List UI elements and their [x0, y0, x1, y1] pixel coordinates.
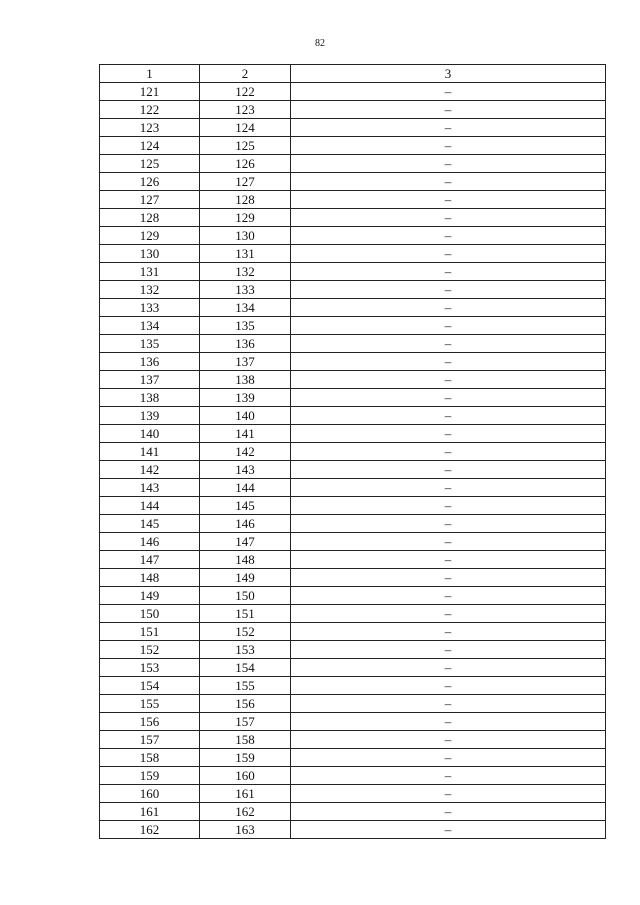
- table-cell-col-1: 156: [100, 713, 200, 731]
- table-cell-col-1: 144: [100, 497, 200, 515]
- table-row: [100, 101, 606, 119]
- table-row: [100, 749, 606, 767]
- table-row: [100, 425, 606, 443]
- table-cell-col-2: 150: [200, 587, 291, 605]
- table-cell-col-1: 154: [100, 677, 200, 695]
- column-header-2: 2: [200, 65, 291, 83]
- table-row: [100, 479, 606, 497]
- table-cell-col-1: 150: [100, 605, 200, 623]
- table-cell-col-2: 147: [200, 533, 291, 551]
- table-cell-col-2: 149: [200, 569, 291, 587]
- table-cell-col-3: –: [291, 641, 606, 659]
- table-cell-col-2: 157: [200, 713, 291, 731]
- table-cell-col-2: 122: [200, 83, 291, 101]
- table-cell-col-1: 160: [100, 785, 200, 803]
- table-cell-col-2: 142: [200, 443, 291, 461]
- table-cell-col-1: 151: [100, 623, 200, 641]
- table-row: [100, 245, 606, 263]
- table-cell-col-2: 152: [200, 623, 291, 641]
- table-cell-col-2: 132: [200, 263, 291, 281]
- table-cell-col-1: 131: [100, 263, 200, 281]
- table-cell-col-1: 128: [100, 209, 200, 227]
- table-cell-col-1: 138: [100, 389, 200, 407]
- table-cell-col-3: –: [291, 335, 606, 353]
- table-cell-col-3: –: [291, 659, 606, 677]
- table-header: [100, 65, 606, 83]
- table-row: [100, 137, 606, 155]
- table-cell-col-2: 138: [200, 371, 291, 389]
- table-row: [100, 533, 606, 551]
- table-row: [100, 317, 606, 335]
- table-cell-col-3: –: [291, 677, 606, 695]
- table-row: [100, 335, 606, 353]
- table-cell-col-3: –: [291, 623, 606, 641]
- table-row: [100, 119, 606, 137]
- table-row: [100, 695, 606, 713]
- table-cell-col-3: –: [291, 533, 606, 551]
- table-cell-col-2: 159: [200, 749, 291, 767]
- table-cell-col-1: 155: [100, 695, 200, 713]
- table-cell-col-1: 153: [100, 659, 200, 677]
- table-cell-col-3: –: [291, 263, 606, 281]
- table-cell-col-2: 160: [200, 767, 291, 785]
- table-cell-col-3: –: [291, 821, 606, 839]
- header-row: [100, 65, 606, 83]
- table-cell-col-3: –: [291, 443, 606, 461]
- table-row: [100, 263, 606, 281]
- table-row: [100, 659, 606, 677]
- table-cell-col-1: 126: [100, 173, 200, 191]
- table-cell-col-3: –: [291, 407, 606, 425]
- table-row: [100, 281, 606, 299]
- table-cell-col-3: –: [291, 461, 606, 479]
- table-cell-col-2: 158: [200, 731, 291, 749]
- table-cell-col-3: –: [291, 569, 606, 587]
- table-cell-col-3: –: [291, 731, 606, 749]
- table-cell-col-2: 145: [200, 497, 291, 515]
- table-cell-col-3: –: [291, 587, 606, 605]
- table-row: [100, 461, 606, 479]
- table-cell-col-1: 121: [100, 83, 200, 101]
- table-row: [100, 767, 606, 785]
- table-cell-col-2: 131: [200, 245, 291, 263]
- table-cell-col-2: 148: [200, 551, 291, 569]
- table-cell-col-2: 156: [200, 695, 291, 713]
- table-cell-col-2: 139: [200, 389, 291, 407]
- table-row: [100, 173, 606, 191]
- table-cell-col-1: 152: [100, 641, 200, 659]
- table-cell-col-3: –: [291, 83, 606, 101]
- table-cell-col-1: 136: [100, 353, 200, 371]
- table-cell-col-3: –: [291, 371, 606, 389]
- table-row: [100, 641, 606, 659]
- table-cell-col-2: 135: [200, 317, 291, 335]
- table-cell-col-1: 157: [100, 731, 200, 749]
- table-cell-col-1: 129: [100, 227, 200, 245]
- table-cell-col-1: 135: [100, 335, 200, 353]
- table-cell-col-1: 147: [100, 551, 200, 569]
- table-cell-col-2: 126: [200, 155, 291, 173]
- page-number: 82: [315, 38, 325, 49]
- table-row: [100, 209, 606, 227]
- table-cell-col-3: –: [291, 299, 606, 317]
- table-cell-col-2: 133: [200, 281, 291, 299]
- table-cell-col-3: –: [291, 317, 606, 335]
- table-cell-col-2: 141: [200, 425, 291, 443]
- table-cell-col-1: 139: [100, 407, 200, 425]
- table-cell-col-1: 142: [100, 461, 200, 479]
- table-row: [100, 515, 606, 533]
- table-cell-col-2: 128: [200, 191, 291, 209]
- table-cell-col-2: 124: [200, 119, 291, 137]
- table-row: [100, 551, 606, 569]
- table-body: [100, 83, 606, 839]
- table-cell-col-3: –: [291, 713, 606, 731]
- table-cell-col-1: 122: [100, 101, 200, 119]
- table-cell-col-3: –: [291, 101, 606, 119]
- table-cell-col-3: –: [291, 749, 606, 767]
- table-row: [100, 803, 606, 821]
- table-cell-col-3: –: [291, 785, 606, 803]
- table-cell-col-1: 123: [100, 119, 200, 137]
- table-cell-col-3: –: [291, 245, 606, 263]
- table-cell-col-1: 125: [100, 155, 200, 173]
- table-cell-col-3: –: [291, 803, 606, 821]
- table-row: [100, 191, 606, 209]
- table-cell-col-2: 163: [200, 821, 291, 839]
- table-cell-col-1: 148: [100, 569, 200, 587]
- table-cell-col-3: –: [291, 767, 606, 785]
- table-cell-col-3: –: [291, 497, 606, 515]
- table-row: [100, 785, 606, 803]
- table-cell-col-3: –: [291, 281, 606, 299]
- table-cell-col-1: 132: [100, 281, 200, 299]
- table-cell-col-2: 134: [200, 299, 291, 317]
- table-cell-col-2: 161: [200, 785, 291, 803]
- table-cell-col-1: 127: [100, 191, 200, 209]
- table-row: [100, 677, 606, 695]
- table-cell-col-2: 137: [200, 353, 291, 371]
- table-row: [100, 587, 606, 605]
- table-cell-col-1: 158: [100, 749, 200, 767]
- table-row: [100, 353, 606, 371]
- table-cell-col-2: 154: [200, 659, 291, 677]
- table-row: [100, 227, 606, 245]
- table-row: [100, 731, 606, 749]
- table-cell-col-1: 124: [100, 137, 200, 155]
- column-header-3: 3: [291, 65, 606, 83]
- table-cell-col-3: –: [291, 119, 606, 137]
- table-cell-col-1: 137: [100, 371, 200, 389]
- table-row: [100, 623, 606, 641]
- table-cell-col-1: 161: [100, 803, 200, 821]
- table-cell-col-3: –: [291, 155, 606, 173]
- table-row: [100, 569, 606, 587]
- column-header-1: 1: [100, 65, 200, 83]
- table-cell-col-2: 129: [200, 209, 291, 227]
- table-cell-col-3: –: [291, 137, 606, 155]
- table-cell-col-1: 159: [100, 767, 200, 785]
- data-table: [99, 64, 606, 839]
- table-row: [100, 83, 606, 101]
- table-cell-col-3: –: [291, 227, 606, 245]
- table-cell-col-3: –: [291, 695, 606, 713]
- table-row: [100, 371, 606, 389]
- table-row: [100, 443, 606, 461]
- table-cell-col-1: 134: [100, 317, 200, 335]
- table-cell-col-2: 130: [200, 227, 291, 245]
- table-cell-col-2: 140: [200, 407, 291, 425]
- table-row: [100, 389, 606, 407]
- table-cell-col-2: 136: [200, 335, 291, 353]
- table-cell-col-1: 143: [100, 479, 200, 497]
- table-cell-col-1: 133: [100, 299, 200, 317]
- table-cell-col-3: –: [291, 515, 606, 533]
- table-row: [100, 605, 606, 623]
- table-cell-col-3: –: [291, 479, 606, 497]
- table-cell-col-1: 146: [100, 533, 200, 551]
- table-cell-col-2: 153: [200, 641, 291, 659]
- table-cell-col-3: –: [291, 191, 606, 209]
- table-cell-col-1: 130: [100, 245, 200, 263]
- table-cell-col-2: 123: [200, 101, 291, 119]
- table-cell-col-3: –: [291, 173, 606, 191]
- table-cell-col-1: 162: [100, 821, 200, 839]
- table-cell-col-3: –: [291, 605, 606, 623]
- table-cell-col-1: 141: [100, 443, 200, 461]
- table-row: [100, 713, 606, 731]
- table-cell-col-2: 162: [200, 803, 291, 821]
- table-cell-col-1: 149: [100, 587, 200, 605]
- table-cell-col-1: 140: [100, 425, 200, 443]
- table-row: [100, 407, 606, 425]
- table-cell-col-3: –: [291, 425, 606, 443]
- table-cell-col-2: 155: [200, 677, 291, 695]
- table-row: [100, 299, 606, 317]
- table-cell-col-2: 146: [200, 515, 291, 533]
- table-cell-col-2: 144: [200, 479, 291, 497]
- table-cell-col-3: –: [291, 353, 606, 371]
- table-cell-col-1: 145: [100, 515, 200, 533]
- table-cell-col-2: 125: [200, 137, 291, 155]
- table-cell-col-2: 143: [200, 461, 291, 479]
- table-cell-col-3: –: [291, 389, 606, 407]
- table-cell-col-2: 151: [200, 605, 291, 623]
- table-cell-col-2: 127: [200, 173, 291, 191]
- table-row: [100, 497, 606, 515]
- table-row: [100, 821, 606, 839]
- table-cell-col-3: –: [291, 209, 606, 227]
- table-cell-col-3: –: [291, 551, 606, 569]
- table-row: [100, 155, 606, 173]
